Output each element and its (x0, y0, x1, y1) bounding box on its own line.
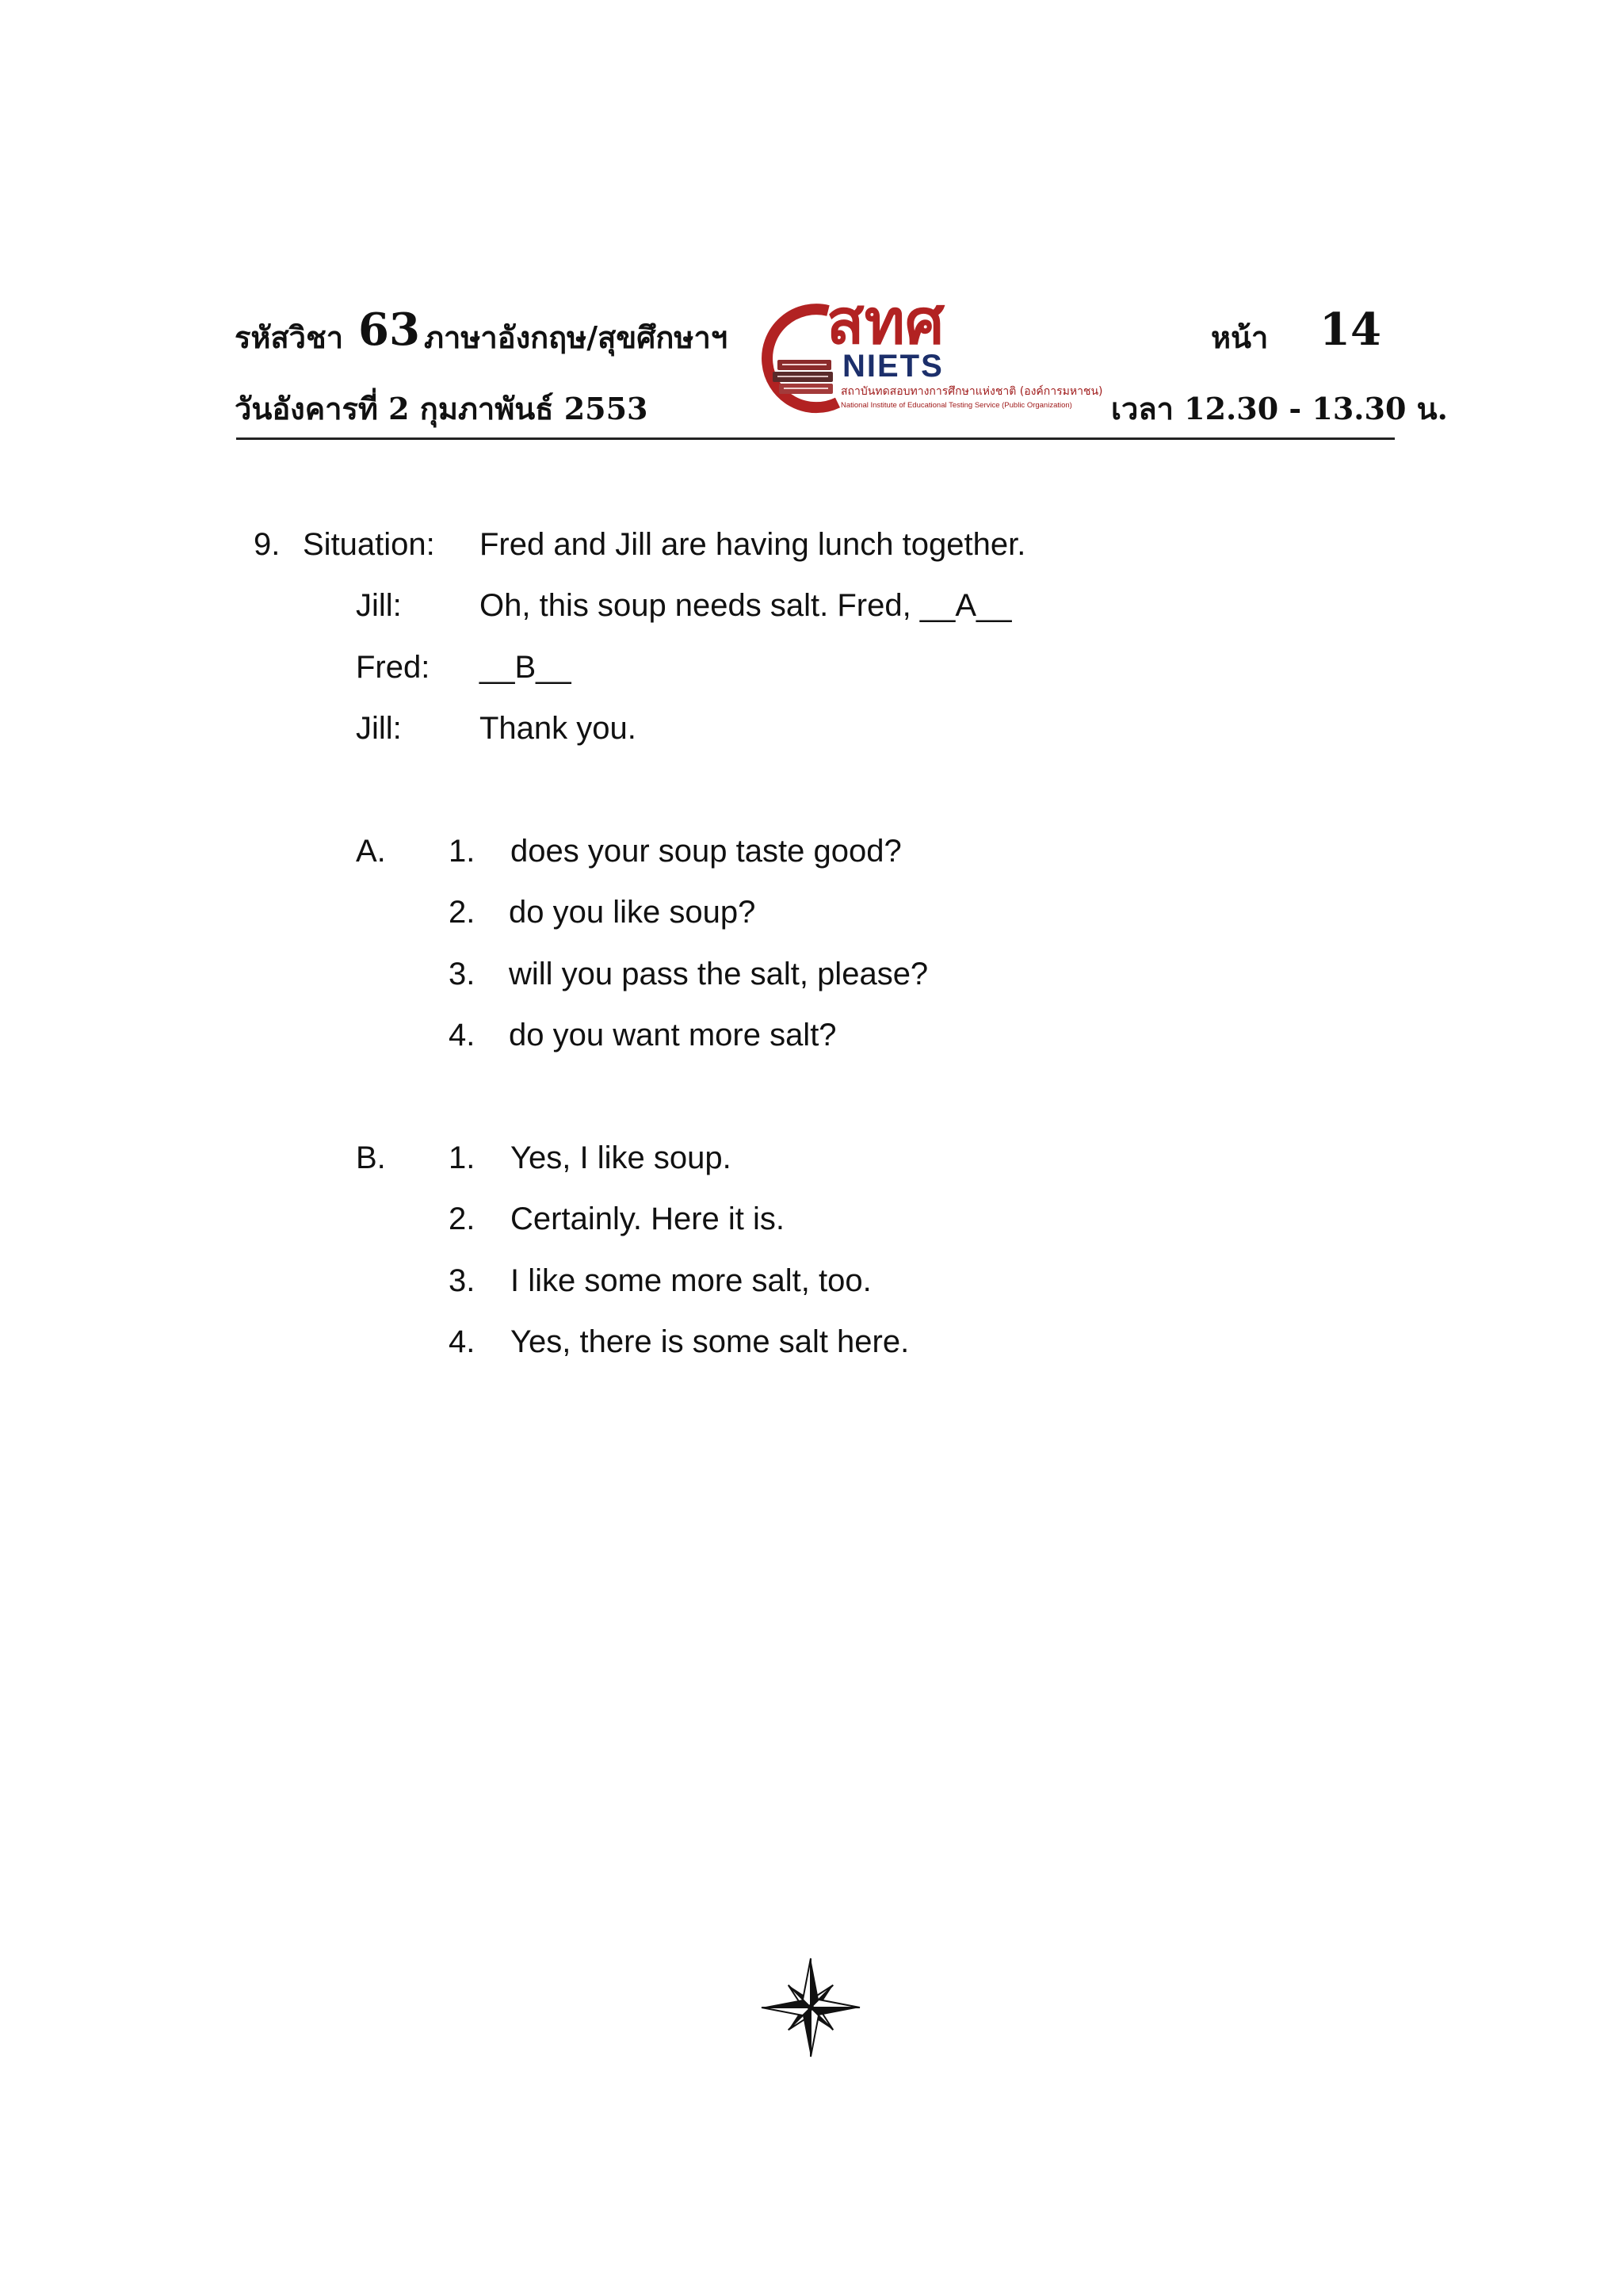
question-number: 9. (254, 527, 281, 562)
option-number: 2. (449, 895, 475, 930)
option-number: 1. (449, 834, 475, 869)
option-number: 3. (449, 1263, 475, 1298)
option-text: do you want more salt? (509, 1018, 837, 1052)
option-text: Certainly. Here it is. (510, 1201, 785, 1236)
header-divider (236, 437, 1395, 440)
option-group-label: A. (356, 834, 386, 869)
situation-text: Fred and Jill are having lunch together. (479, 527, 1026, 562)
option-number: 3. (449, 957, 475, 991)
option-group-label: B. (356, 1140, 386, 1175)
exam-date: วันอังคารที่ 2 กุมภาพันธ์ 2553 (235, 391, 648, 426)
page-label: หน้า (1211, 319, 1269, 355)
subject-code-label: รหัสวิชา (235, 319, 344, 355)
logo-subtitle-thai: สถาบันทดสอบทางการศึกษาแห่งชาติ (องค์การมหาชน) (841, 385, 1103, 398)
option-text: will you pass the salt, please? (509, 957, 929, 991)
option-text: does your soup taste good? (510, 834, 902, 869)
subject-name: ภาษาอังกฤษ/สุขศึกษาฯ (424, 319, 728, 355)
option-text: Yes, I like soup. (510, 1140, 731, 1175)
dialogue-speaker: Jill: (356, 588, 402, 623)
logo-subtitle-english: National Institute of Educational Testing Service (Public Organization) (841, 401, 1072, 410)
dialogue-speaker: Fred: (356, 650, 430, 685)
niets-logo (749, 287, 1121, 418)
logo-thai-text: สทศ (827, 287, 945, 358)
option-number: 4. (449, 1018, 475, 1052)
option-number: 4. (449, 1324, 475, 1359)
option-number: 2. (449, 1201, 475, 1236)
dialogue-line: Thank you. (479, 711, 636, 746)
logo-acronym: NIETS (842, 349, 944, 384)
subject-code: 63 (358, 304, 420, 356)
option-text: Yes, there is some salt here. (510, 1324, 910, 1359)
dialogue-line: __B__ (479, 650, 571, 685)
situation-label: Situation: (303, 527, 435, 562)
page-number: 14 (1319, 304, 1381, 356)
compass-star-icon (759, 1956, 862, 2059)
option-text: I like some more salt, too. (510, 1263, 872, 1298)
option-number: 1. (449, 1140, 475, 1175)
dialogue-speaker: Jill: (356, 711, 402, 746)
exam-time: เวลา 12.30 - 13.30 น. (1111, 391, 1448, 426)
dialogue-line: Oh, this soup needs salt. Fred, __A__ (479, 588, 1012, 623)
option-text: do you like soup? (509, 895, 756, 930)
